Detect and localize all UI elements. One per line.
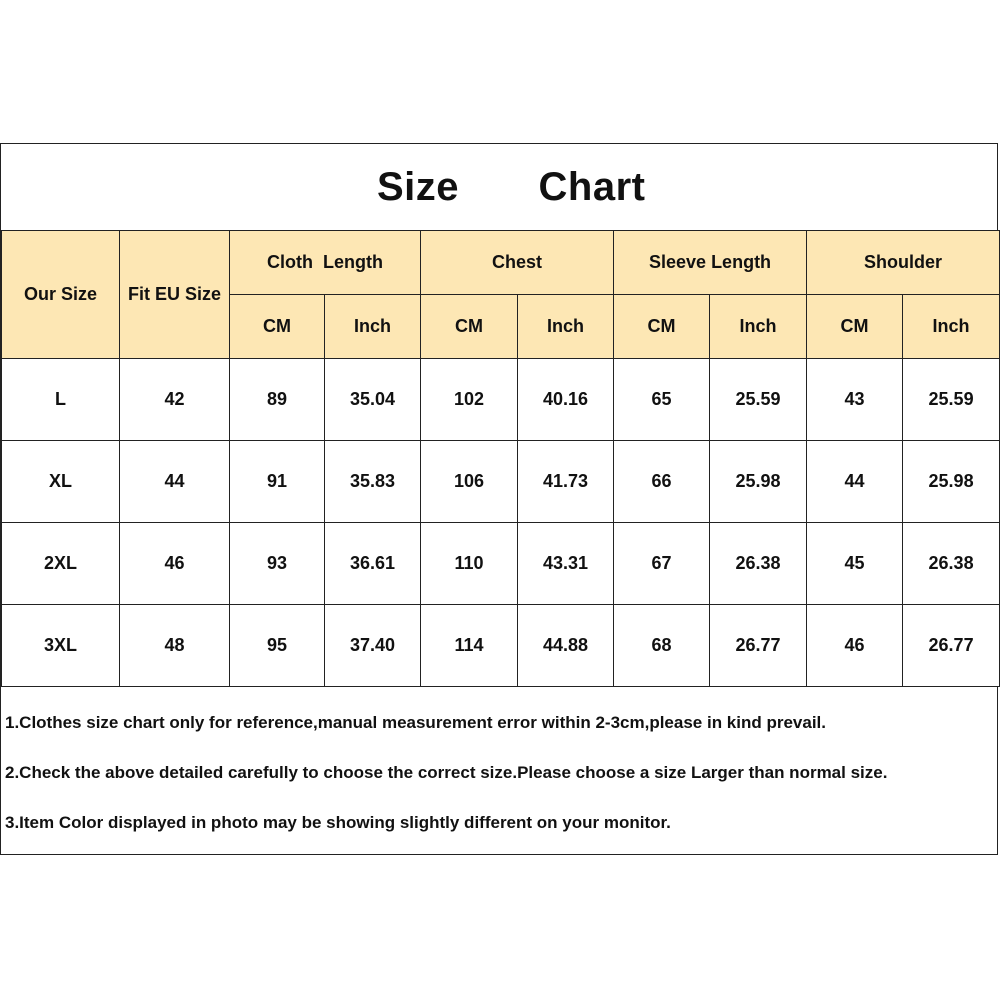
- header-shoulder: Shoulder: [807, 231, 1000, 295]
- cell-shoulder-inch: 25.59: [903, 359, 1000, 441]
- title-word-chart: Chart: [538, 164, 646, 209]
- note-3: 3.Item Color displayed in photo may be showing slightly different on your monitor.: [5, 813, 671, 832]
- cell-our-size: L: [2, 359, 120, 441]
- note-1: 1.Clothes size chart only for reference,manual measurement error within 2-3cm,please in kind prevail.: [5, 713, 827, 732]
- cell-eu-size: 42: [120, 359, 230, 441]
- table-row: [2, 441, 1000, 523]
- cell-shoulder-inch: 25.98: [903, 441, 1000, 523]
- cell-sleeve-cm: 65: [614, 359, 710, 441]
- cell-our-size: XL: [2, 441, 120, 523]
- unit-inch: Inch: [325, 295, 421, 359]
- cell-length-inch: 37.40: [325, 605, 421, 687]
- cell-length-cm: 89: [230, 359, 325, 441]
- unit-inch: Inch: [710, 295, 807, 359]
- cell-sleeve-inch: 25.98: [710, 441, 807, 523]
- cell-length-cm: 95: [230, 605, 325, 687]
- unit-cm: CM: [421, 295, 518, 359]
- unit-cm: CM: [230, 295, 325, 359]
- note-2: 2.Check the above detailed carefully to choose the correct size.Please choose a size Larger than normal size.: [5, 763, 888, 782]
- header-chest: Chest: [421, 231, 614, 295]
- cell-chest-inch: 41.73: [518, 441, 614, 523]
- title-word-size: Size: [376, 164, 460, 209]
- cell-sleeve-cm: 66: [614, 441, 710, 523]
- cell-chest-cm: 102: [421, 359, 518, 441]
- cell-length-cm: 91: [230, 441, 325, 523]
- cell-chest-inch: 44.88: [518, 605, 614, 687]
- cell-sleeve-cm: 68: [614, 605, 710, 687]
- unit-inch: Inch: [518, 295, 614, 359]
- cell-sleeve-inch: 26.77: [710, 605, 807, 687]
- header-row-groups: [2, 231, 1000, 295]
- size-table: [1, 230, 1000, 687]
- header-sleeve-length: Sleeve Length: [614, 231, 807, 295]
- cell-length-inch: 35.83: [325, 441, 421, 523]
- cell-shoulder-inch: 26.77: [903, 605, 1000, 687]
- cell-eu-size: 48: [120, 605, 230, 687]
- header-fit-eu-size: Fit EU Size: [120, 231, 230, 359]
- cell-sleeve-inch: 26.38: [710, 523, 807, 605]
- cell-chest-inch: 43.31: [518, 523, 614, 605]
- cell-chest-cm: 114: [421, 605, 518, 687]
- header-our-size: Our Size: [2, 231, 120, 359]
- size-chart-sheet: [0, 143, 998, 855]
- cell-sleeve-cm: 67: [614, 523, 710, 605]
- cell-chest-inch: 40.16: [518, 359, 614, 441]
- unit-cm: CM: [807, 295, 903, 359]
- cell-our-size: 2XL: [2, 523, 120, 605]
- cell-length-inch: 35.04: [325, 359, 421, 441]
- cell-length-cm: 93: [230, 523, 325, 605]
- cell-chest-cm: 110: [421, 523, 518, 605]
- cell-eu-size: 46: [120, 523, 230, 605]
- table-row: [2, 523, 1000, 605]
- header-cloth-length: Cloth Length: [230, 231, 421, 295]
- cell-shoulder-cm: 46: [807, 605, 903, 687]
- page-title: [1, 144, 999, 230]
- cell-chest-cm: 106: [421, 441, 518, 523]
- unit-cm: CM: [614, 295, 710, 359]
- unit-inch: Inch: [903, 295, 1000, 359]
- cell-length-inch: 36.61: [325, 523, 421, 605]
- cell-shoulder-cm: 43: [807, 359, 903, 441]
- cell-shoulder-cm: 44: [807, 441, 903, 523]
- table-row: [2, 359, 1000, 441]
- cell-shoulder-cm: 45: [807, 523, 903, 605]
- cell-shoulder-inch: 26.38: [903, 523, 1000, 605]
- table-row: [2, 605, 1000, 687]
- cell-eu-size: 44: [120, 441, 230, 523]
- cell-our-size: 3XL: [2, 605, 120, 687]
- cell-sleeve-inch: 25.59: [710, 359, 807, 441]
